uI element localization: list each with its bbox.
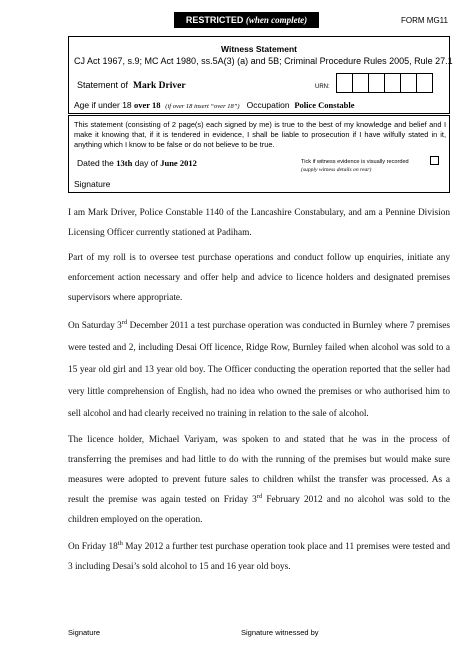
age-hint: (if over 18 insert “over 18”): [165, 103, 240, 110]
urn-box: [368, 73, 385, 93]
declaration-signature-label: Signature: [74, 179, 111, 189]
urn-boxes: [337, 73, 433, 93]
visual-record-checkbox[interactable]: [430, 156, 439, 165]
p3-text-a: On Saturday 3: [68, 321, 122, 331]
witness-statement-title: Witness Statement: [221, 44, 297, 54]
witness-header-box: [68, 36, 453, 114]
statement-of-value: Mark Driver: [133, 81, 186, 91]
age-label: Age if under 18: [74, 100, 132, 110]
paragraph-5: [68, 537, 450, 577]
p3-text-b: December 2011 a test purchase operation was conducted in Burnley where 7 premises were tested and 2, including Desai Off licence, Ridge Row, Burnley failed when alcohol was sold to a 15 year old girl and 13 year old boy. The Officer conducting the operation reported that the seller had very little comprehension of English, had no idea who owned the premises or who authorised him to sell alcohol and had clearly received no training in relation to the sale of alcohol.: [68, 321, 450, 419]
urn-box: [336, 73, 353, 93]
paragraph-3: [68, 315, 450, 425]
p4-sup: rd: [256, 492, 263, 500]
statement-of-label: Statement of: [77, 80, 129, 90]
statement-of-line: [77, 80, 186, 91]
age-occupation-line: [74, 100, 355, 110]
p5-sup: th: [117, 539, 123, 547]
legislation-line: CJ Act 1967, s.9; MC Act 1980, ss.5A(3) (a) and 5B; Criminal Procedure Rules 2005, Rule 27.1: [74, 56, 453, 66]
statement-body: [68, 203, 450, 577]
dated-prefix: Dated the: [77, 158, 114, 168]
dated-mid: day of: [134, 158, 158, 168]
occupation-label: Occupation: [246, 100, 290, 110]
restricted-banner: [174, 12, 319, 28]
dated-day: 13th: [116, 158, 133, 168]
urn-box: [384, 73, 401, 93]
p4-text-a: The licence holder, Michael Variyam, was spoken to and stated that he was in the process of transferring the premises and had little to do with the running of the premises but would make sure measures were adopted to prevent future sales to children whilst the transfer was processed. As a result the premise was again tested on Friday 3: [68, 435, 450, 505]
p4-text-b: February 2012 and no alcohol was sold to the children employed on the operation.: [68, 495, 451, 525]
p5-text-b: May 2012 a further test purchase operation took place and 11 premises were tested and 3 including Desai’s sold alcohol to 15 and 16 year old boys.: [68, 542, 450, 572]
visual-record-label: Tick if witness evidence is visually recorded: [301, 159, 409, 165]
restricted-label: RESTRICTED: [185, 15, 244, 25]
declaration-text: This statement (consisting of 2 page(s) each signed by me) is true to the best of my knowledge and belief and I make it knowing that, if it is tendered in evidence, I shall be liable to prosecution if I have wilfully stated in it, anything which I know to be false or do not believe to be true.: [74, 120, 446, 149]
form-id: FORM MG11: [401, 16, 448, 25]
dated-line: [77, 158, 197, 168]
declaration-box: [68, 115, 450, 193]
dated-month-year: June 2012: [160, 158, 197, 168]
urn-box: [416, 73, 433, 93]
urn-box: [352, 73, 369, 93]
occupation-value: Police Constable: [294, 100, 355, 110]
visual-record-sub: (supply witness details on rear): [301, 167, 372, 173]
p5-text-a: On Friday 18: [68, 542, 118, 552]
urn-label: URN:: [315, 84, 330, 90]
footer-signature-label: Signature: [68, 628, 101, 637]
p3-sup: rd: [121, 318, 128, 326]
paragraph-1: I am Mark Driver, Police Constable 1140 of the Lancashire Constabulary, and am a Pennine Division Licensing Officer currently stationed at Padiham.: [68, 208, 450, 238]
footer-witnessed-label: Signature witnessed by: [241, 628, 319, 637]
urn-box: [400, 73, 417, 93]
when-complete-label: (when complete): [245, 15, 308, 25]
paragraph-4: [68, 430, 450, 530]
paragraph-2: Part of my roll is to oversee test purchase operations and conduct follow up enquiries, initiate any enforcement action necessary and offer help and advice to licence holders and designated premises supervisors where appropriate.: [68, 253, 450, 303]
age-value: over 18: [134, 100, 161, 110]
